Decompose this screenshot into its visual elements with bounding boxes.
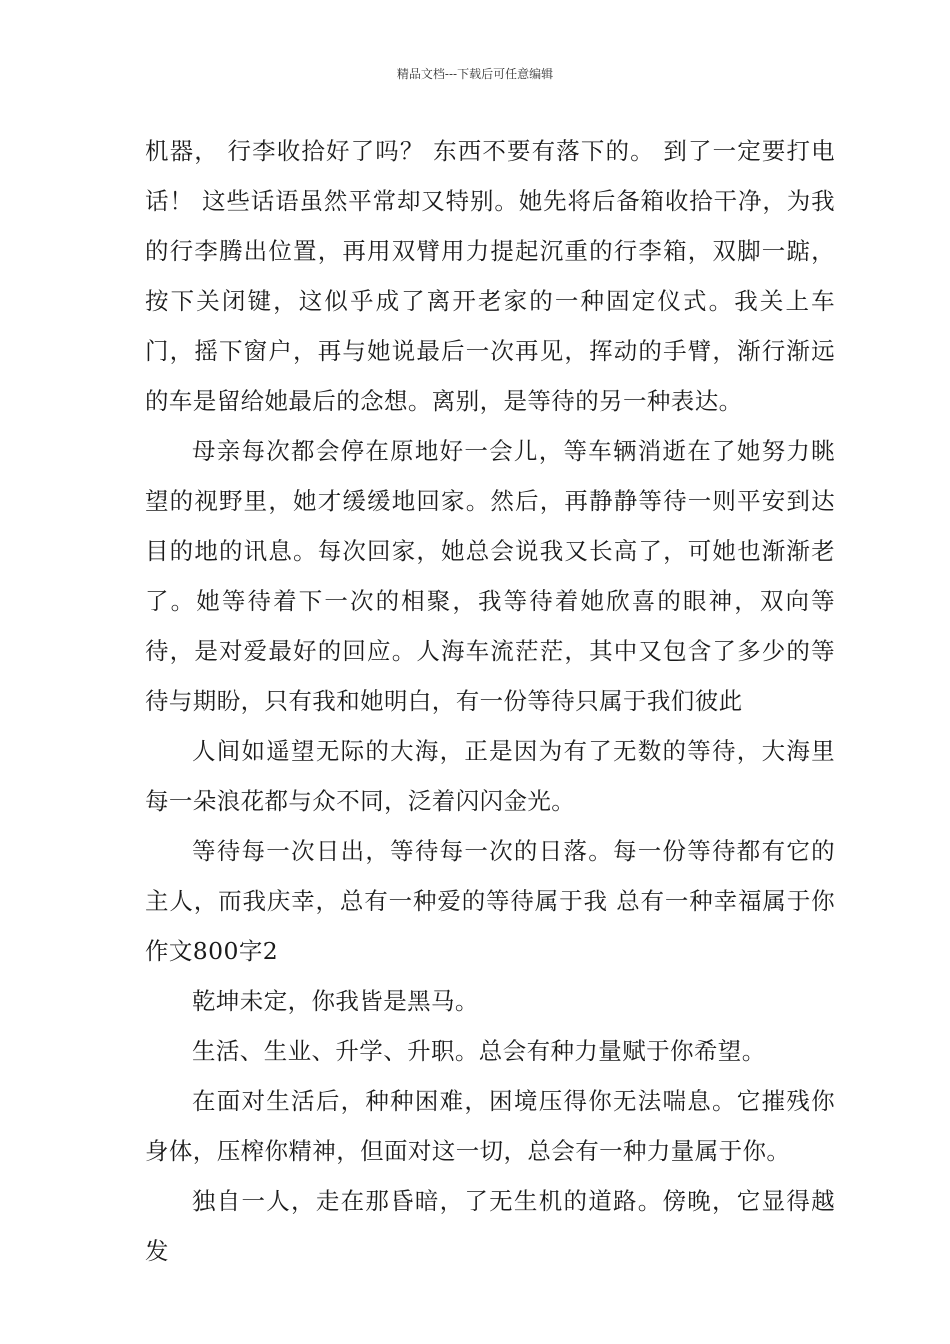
paragraph-1: 机器， 行李收拾好了吗？ 东西不要有落下的。 到了一定要打电话！ 这些话语虽然平常却又特别。她先将后备箱收拾干净，为我的行李腾出位置，再用双臂用力提起沉重的行李箱，双脚一踮，按下关闭键，这似乎成了离开老家的一种固定仪式。我关上车门，摇下窗户，再与她说最后一次再见，挥动的手臂，渐行渐远的车是留给她最后的念想。离别，是等待的另一种表达。 <box>145 137 835 415</box>
document-body <box>145 126 835 1276</box>
paragraph-7: 在面对生活后，种种困难，困境压得你无法喘息。它摧残你身体，压榨你精神，但面对这一切，总会有一种力量属于你。 <box>145 1087 835 1165</box>
paragraph-4: 等待每一次日出，等待每一次的日落。每一份等待都有它的主人，而我庆幸，总有一种爱的等待属于我 总有一种幸福属于你作文800字2 <box>145 837 835 965</box>
paragraph-3: 人间如遥望无际的大海，正是因为有了无数的等待，大海里每一朵浪花都与众不同，泛着闪闪金光。 <box>145 737 835 815</box>
paragraph-2: 母亲每次都会停在原地好一会儿，等车辆消逝在了她努力眺望的视野里，她才缓缓地回家。然后，再静静等待一则平安到达目的地的讯息。每次回家，她总会说我又长高了，可她也渐渐老了。她等待着下一次的相聚，我等待着她欣喜的眼神，双向等待，是对爱最好的回应。人海车流茫茫，其中又包含了多少的等待与期盼，只有我和她明白，有一份等待只属于我们彼此 <box>145 437 835 715</box>
page-header: 精品文档---下载后可任意编辑 <box>396 67 554 81</box>
paragraph-8: 独自一人，走在那昏暗，了无生机的道路。傍晚，它显得越发 <box>145 1187 835 1265</box>
paragraph-6: 生活、生业、升学、升职。总会有种力量赋于你希望。 <box>192 1037 766 1065</box>
paragraph-5: 乾坤未定，你我皆是黑马。 <box>192 987 479 1015</box>
